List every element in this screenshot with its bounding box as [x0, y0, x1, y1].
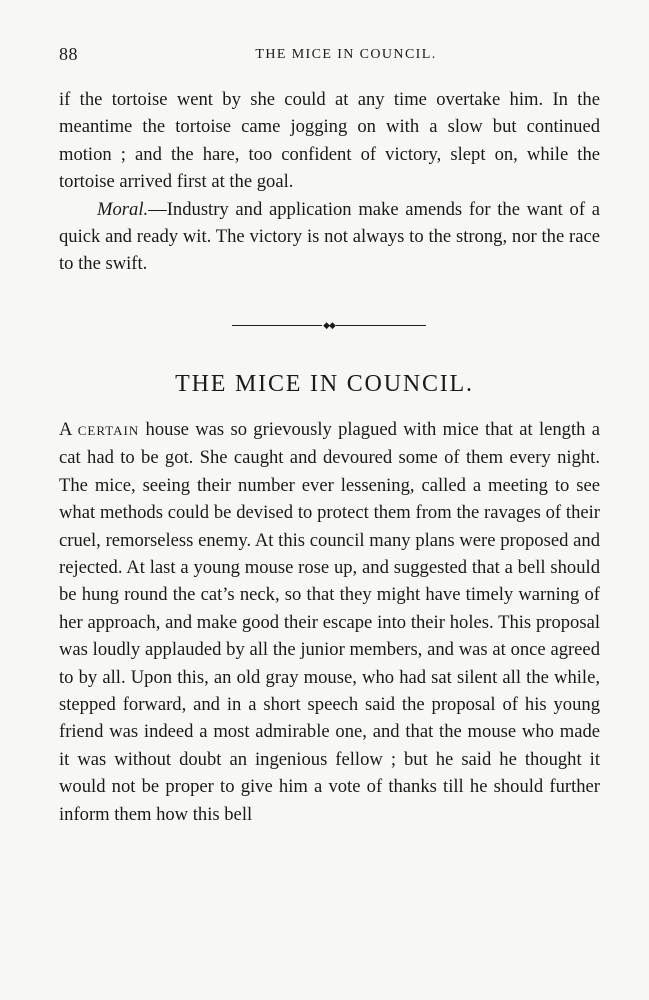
previous-fable-paragraph: if the tortoise went by she could at any time overtake him. In the meantime the tortoise came jogging on with a slow but continued motion ; and the hare, too confident of victory, slept on, while the tortoise arrived first at the goal.: [59, 89, 600, 193]
fable-body: [59, 416, 600, 828]
divider-rule-left: [232, 325, 322, 326]
running-head: [59, 44, 599, 70]
previous-fable-ending: [59, 86, 600, 278]
opening-small-caps: CERTAIN: [77, 423, 140, 438]
fable-title: THE MICE IN COUNCIL.: [175, 371, 474, 397]
moral-label: Moral.: [97, 198, 149, 220]
section-divider-ornament: [232, 321, 426, 331]
diamond-ornament-icon: ◆◆: [323, 320, 335, 330]
running-title: THE MICE IN COUNCIL.: [255, 47, 437, 62]
opening-word: A: [59, 419, 72, 440]
divider-rule-right: [336, 325, 426, 326]
page-number: 88: [59, 44, 78, 64]
moral-text: —Industry and application make amends for the want of a quick and ready wit. The victory is not always to the strong, nor the race to the swift.: [59, 198, 600, 275]
fable-paragraph: [59, 416, 600, 828]
moral-paragraph: [59, 196, 600, 278]
fable-body-text: house was so grievously plagued with mice that at length a cat had to be got. She caught and devoured some of them every night. The mice, seeing their number ever lessening, called a meeting to see what methods could be devised to protect them from the ravages of their cruel, remorseless enemy. At this council many plans were proposed and rejected. At last a young mouse rose up, and suggested that a bell should be hung round the cat’s neck, so that they might have timely warning of her approach, and make good their escape into their holes. This proposal was loudly applauded by all the junior members, and was at once agreed to by all. Upon this, an old gray mouse, who had sat silent all the while, stepped forward, and in a short speech said the proposal of his young friend was indeed a most admirable one, and that the mouse who made it was without doubt an ingenious fellow ; but he said he thought it would not be proper to give him a vote of thanks till he should further inform them how this bell: [59, 419, 600, 825]
